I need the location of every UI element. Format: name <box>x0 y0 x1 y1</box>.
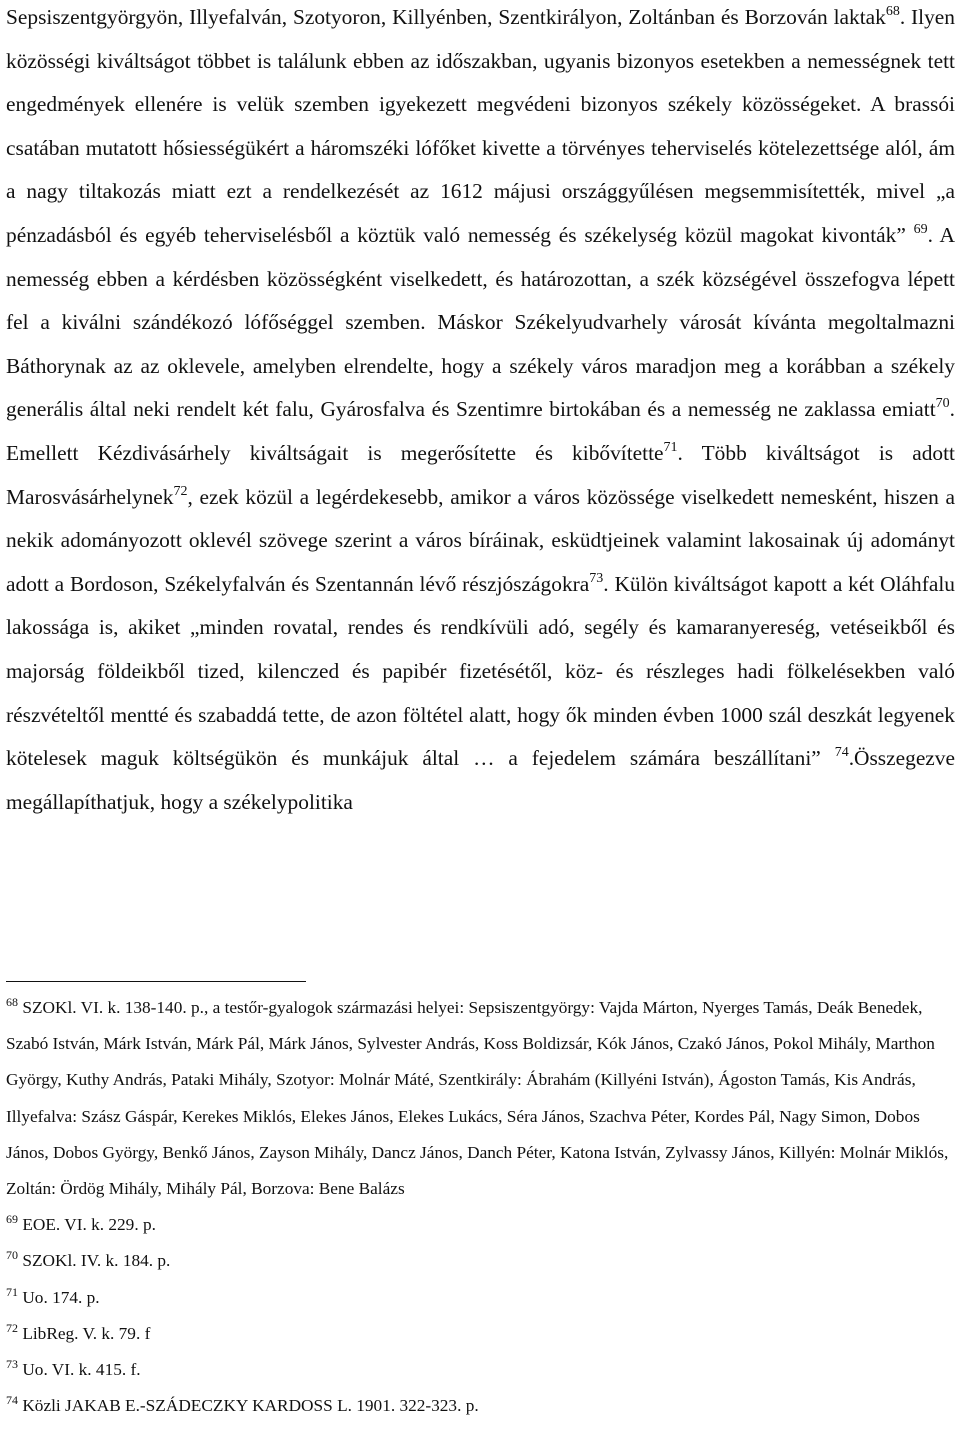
footnote-number: 71 <box>6 1284 18 1299</box>
footnote-separator <box>6 981 306 982</box>
footnotes-section <box>6 990 955 1424</box>
footnote-ref-72[interactable]: 72 <box>173 483 188 499</box>
footnote-text: Uo. VI. k. 415. f. <box>22 1360 141 1380</box>
paragraph-text: . A nemesség ebben a kérdésben közösségként viselkedett, és határozottan, a szék községével összefogva lépett fel a kiválni szándékozó lófőséggel szemben. Máskor Székelyudvarhely városát kívánta megoltalmazni Báthorynak az az oklevele, amelyben elrendelte, hogy a székely város maradjon meg a korábban a székely generális által neki rendelt két falu, Gyárosfalva és Szentimre birtokában és a nemesség ne zaklassa emiatt <box>6 222 955 422</box>
footnote-number: 69 <box>6 1212 18 1227</box>
footnote-ref-71[interactable]: 71 <box>663 439 678 455</box>
paragraph-text: , ezek közül a legérdekesebb, amikor a város közössége viselkedett nemesként, hiszen a nekik adományozott oklevél szövege szerint a város bíráinak, esküdtjeinek valamint lakosainak új adományt adott a Bordoson, Székelyfalván és Szentannán lévő részjószágokra <box>6 484 955 596</box>
paragraph-text: . Emellett Kézdivásárhely kiváltságait is megerősítette és kibővítette <box>6 397 955 465</box>
footnote-text: Uo. 174. p. <box>22 1287 100 1307</box>
footnote-70 <box>6 1243 955 1279</box>
body-paragraph <box>6 0 955 824</box>
footnote-72 <box>6 1316 955 1352</box>
paragraph-text: . Külön kiváltságot kapott a két Oláhfalu lakossága is, akiket „minden rovatal, rendes és rendkívüli adó, segély és kamaranyereség, vetéseikből és majorság földeikből tized, kilenczed és papibér fizetésétől, köz- és részleges hadi fölkelésekben való részvételtől mentté és szabaddá tette, de azon föltétel alatt, hogy ők minden évben 1000 szál deszkát legyenek kötelesek maguk költségükön és munkájuk által … a fejedelem számára beszállítani” <box>6 571 955 771</box>
footnote-number: 74 <box>6 1393 18 1408</box>
footnote-ref-73[interactable]: 73 <box>589 570 604 586</box>
footnote-ref-70[interactable]: 70 <box>935 396 950 412</box>
footnote-71 <box>6 1280 955 1316</box>
footnote-ref-69[interactable]: 69 <box>913 221 928 237</box>
paragraph-text: . Ilyen közösségi kiváltságot többet is találunk ebben az időszakban, ugyanis bizonyos esetekben a nemességnek tett engedmények ellenére is velük szemben igyekezett megvédeni bizonyos székely közösségeket. A brassói csatában mutatott hősiességükért a háromszéki lófőket kivette a törvényes teherviselés kötelezettsége alól, ám a nagy tiltakozás miatt ezt a rendelkezését az 1612 májusi országgyűlésen megsemmisítették, mivel „a pénzadásból és egyéb teherviselésből a köztük való nemesség és székelység közül magokat kivonták” <box>6 5 955 247</box>
paragraph-text: . Több kiváltságot is adott Marosvásárhelynek <box>6 440 955 509</box>
footnote-text: SZOKl. IV. k. 184. p. <box>22 1251 171 1271</box>
footnote-text: EOE. VI. k. 229. p. <box>22 1215 156 1235</box>
footnote-68 <box>6 990 955 1207</box>
footnote-73 <box>6 1352 955 1388</box>
footnote-text: LibReg. V. k. 79. f <box>22 1323 151 1343</box>
footnote-ref-74[interactable]: 74 <box>834 745 849 761</box>
footnote-69 <box>6 1207 955 1243</box>
footnote-ref-68[interactable]: 68 <box>885 4 900 19</box>
footnote-number: 72 <box>6 1320 18 1335</box>
paragraph-text: Sepsiszentgyörgyön, Illyefalván, Szotyoron, Killyénben, Szentkirályon, Zoltánban és Borzován laktak <box>6 5 886 29</box>
footnote-number: 70 <box>6 1248 18 1263</box>
footnote-text: Közli JAKAB E.-SZÁDECZKY KARDOSS L. 1901. 322-323. p. <box>22 1396 479 1416</box>
paragraph-text: .Összegezve megállapíthatjuk, hogy a székelypolitika <box>6 746 955 814</box>
footnote-number: 68 <box>6 995 18 1009</box>
footnote-number: 73 <box>6 1357 18 1372</box>
footnote-74 <box>6 1388 955 1424</box>
footnote-text: SZOKl. VI. k. 138-140. p., a testőr-gyalogok származási helyei: Sepsiszentgyörgy: Vajda Márton, Nyerges Tamás, Deák Benedek, Szabó István, Márk István, Márk Pál, Márk János, Sylvester András, Koss Boldizsár, Kók János, Czakó János, Pokol Mihály, Marthon György, Kuthy András, Pataki Mihály, Szotyor: Molnár Máté, Szentkirály: Ábrahám (Killyéni István), Ágoston Tamás, Kis András, Illyefalva: Szász Gáspár, Kerekes Miklós, Elekes János, Elekes Lukács, Séra János, Szachva Péter, Kordes Pál, Nagy Simon, Dobos János, Dobos György, Benkő János, Zayson Mihály, Dancz János, Danch Péter, Katona István, Zylvassy János, Killyén: Molnár Miklós, Zoltán: Ördög Mihály, Mihály Pál, Borzova: Bene Balázs <box>6 998 949 1199</box>
